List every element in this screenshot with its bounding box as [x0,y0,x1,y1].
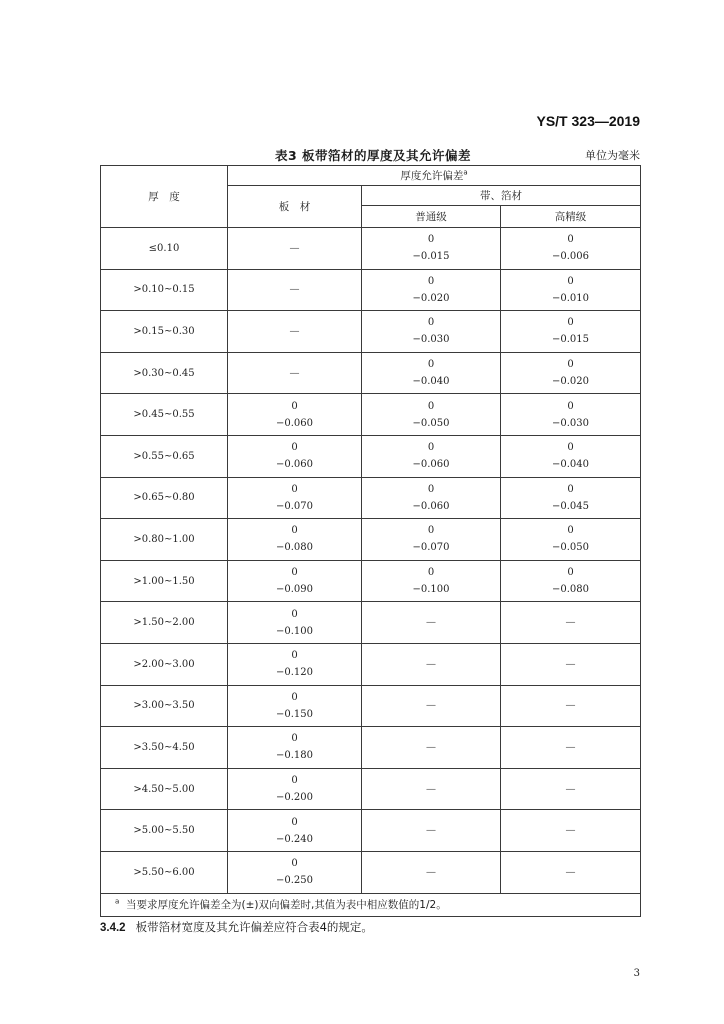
thickness-cell: >3.00~3.50 [101,685,228,727]
header-normal-grade: 普通级 [362,206,501,228]
plate-tolerance-cell [228,435,362,477]
high-tolerance-cell [501,394,641,436]
thickness-cell: >1.00~1.50 [101,560,228,602]
table-row [101,435,641,477]
normal-tolerance-cell [362,685,501,727]
upper-deviation: — [565,825,576,837]
upper-deviation: — [289,284,300,296]
high-tolerance-cell [501,685,641,727]
upper-deviation: — [426,866,436,878]
upper-deviation: — [289,242,300,254]
tolerance-values [362,822,500,839]
lower-deviation: −0.180 [275,750,313,762]
tolerance-values [501,231,640,265]
high-tolerance-cell [501,602,641,644]
tolerance-values [362,522,500,556]
footnote-mark: a [115,897,120,906]
tolerance-values [362,564,500,598]
tolerance-values [228,564,361,598]
tolerance-values [501,614,640,631]
upper-deviation: — [426,741,436,753]
lower-deviation: −0.120 [275,667,313,679]
upper-deviation: — [565,700,576,712]
lower-deviation: −0.020 [412,292,450,304]
lower-deviation: −0.015 [412,251,450,263]
table-row [101,685,641,727]
upper-deviation: 0 [291,567,298,579]
high-tolerance-cell [501,768,641,810]
upper-deviation: 0 [567,234,574,246]
table-row [101,727,641,769]
upper-deviation: 0 [291,400,298,412]
high-tolerance-cell [501,560,641,602]
upper-deviation: 0 [567,359,574,371]
tolerance-values [501,273,640,307]
table-caption-row [100,146,640,162]
upper-deviation: 0 [427,400,435,412]
table-row [101,311,641,353]
clause-number: 3.4.2 [100,922,126,934]
normal-tolerance-cell [362,269,501,311]
plate-tolerance-cell [228,727,362,769]
lower-deviation: −0.080 [275,542,313,554]
upper-deviation: 0 [291,858,298,870]
upper-deviation: 0 [291,525,298,537]
upper-deviation: — [426,617,436,629]
plate-tolerance-cell [228,560,362,602]
lower-deviation: −0.050 [412,417,450,429]
upper-deviation: 0 [427,567,435,579]
thickness-cell: >0.30~0.45 [101,352,228,394]
normal-tolerance-cell [362,768,501,810]
high-tolerance-cell [501,352,641,394]
upper-deviation: 0 [427,442,435,454]
lower-deviation: −0.240 [275,833,313,845]
high-tolerance-cell [501,727,641,769]
thickness-cell: >0.65~0.80 [101,477,228,519]
lower-deviation: −0.040 [412,376,450,388]
normal-tolerance-cell [362,727,501,769]
normal-tolerance-cell [362,560,501,602]
tolerance-values [501,439,640,473]
upper-deviation: 0 [567,317,574,329]
upper-deviation: 0 [567,400,574,412]
thickness-cell: >0.80~1.00 [101,519,228,561]
tolerance-values [228,814,361,848]
lower-deviation: −0.060 [275,459,313,471]
tolerance-values [362,314,500,348]
plate-tolerance-cell [228,352,362,394]
header-thickness: 厚 度 [101,166,228,228]
upper-deviation: 0 [427,525,435,537]
tolerance-values [228,606,361,640]
tolerance-values [362,614,500,631]
tolerance-values [362,439,500,473]
thickness-cell: >5.00~5.50 [101,810,228,852]
upper-deviation: 0 [427,275,435,287]
high-tolerance-cell [501,477,641,519]
normal-tolerance-cell [362,477,501,519]
header-tolerance-label: 厚度允许偏差 [400,170,464,182]
upper-deviation: 0 [291,816,298,828]
tolerance-values [501,481,640,515]
tolerance-values [501,781,640,798]
high-tolerance-cell [501,810,641,852]
tolerance-values [228,730,361,764]
upper-deviation: — [426,783,436,795]
normal-tolerance-cell [362,435,501,477]
high-tolerance-cell [501,519,641,561]
tolerance-values [501,314,640,348]
lower-deviation: −0.015 [551,334,589,346]
thickness-cell: >0.15~0.30 [101,311,228,353]
thickness-cell: >5.50~6.00 [101,851,228,893]
upper-deviation: 0 [567,483,574,495]
tolerance-values [228,365,361,382]
table-body [101,228,641,894]
high-tolerance-cell [501,851,641,893]
plate-tolerance-cell [228,394,362,436]
normal-tolerance-cell [362,394,501,436]
header-tolerance-note-mark: a [463,168,468,177]
tolerance-values [362,231,500,265]
tolerance-values [228,481,361,515]
tolerance-values [228,689,361,723]
tolerance-values [362,697,500,714]
lower-deviation: −0.250 [275,875,313,887]
thickness-cell: >2.00~3.00 [101,643,228,685]
tolerance-values [501,739,640,756]
high-tolerance-cell [501,643,641,685]
upper-deviation: — [565,866,576,878]
normal-tolerance-cell [362,810,501,852]
upper-deviation: 0 [427,317,435,329]
lower-deviation: −0.060 [275,417,313,429]
thickness-cell: ≤0.10 [101,228,228,270]
lower-deviation: −0.100 [275,625,313,637]
table-row [101,519,641,561]
table-row [101,228,641,270]
normal-tolerance-cell [362,602,501,644]
tolerance-values [501,522,640,556]
upper-deviation: 0 [567,275,574,287]
tolerance-values [228,855,361,889]
upper-deviation: 0 [567,442,574,454]
plate-tolerance-cell [228,228,362,270]
upper-deviation: 0 [291,442,298,454]
table-row [101,602,641,644]
thickness-cell: >3.50~4.50 [101,727,228,769]
upper-deviation: 0 [427,234,435,246]
normal-tolerance-cell [362,643,501,685]
tolerance-values [228,772,361,806]
upper-deviation: — [426,825,436,837]
lower-deviation: −0.070 [275,500,313,512]
upper-deviation: 0 [567,525,574,537]
header-strip-foil: 带、箔材 [362,186,641,206]
tolerance-values [501,356,640,390]
upper-deviation: — [289,367,300,379]
plate-tolerance-cell [228,269,362,311]
plate-tolerance-cell [228,477,362,519]
thickness-cell: >1.50~2.00 [101,602,228,644]
table-caption: 表3 板带箔材的厚度及其允许偏差 [275,148,472,163]
lower-deviation: −0.060 [412,500,450,512]
clause-text: 板带箔材宽度及其允许偏差应符合表4的规定。 [135,920,373,934]
tolerance-values [228,323,361,340]
normal-tolerance-cell [362,352,501,394]
tolerance-values [362,739,500,756]
thickness-tolerance-table [100,165,641,917]
plate-tolerance-cell [228,519,362,561]
lower-deviation: −0.010 [551,292,589,304]
normal-tolerance-cell [362,519,501,561]
high-tolerance-cell [501,311,641,353]
tolerance-values [228,647,361,681]
upper-deviation: 0 [291,650,298,662]
lower-deviation: −0.040 [551,459,589,471]
header-high-grade: 高精级 [501,206,641,228]
lower-deviation: −0.060 [412,459,450,471]
table-row [101,352,641,394]
thickness-cell: >4.50~5.00 [101,768,228,810]
lower-deviation: −0.090 [275,584,313,596]
plate-tolerance-cell [228,602,362,644]
standard-number: YS/T 323—2019 [536,113,640,129]
tolerance-values [362,864,500,881]
clause-3-4-2 [100,919,373,935]
tolerance-values [362,398,500,432]
tolerance-values [362,273,500,307]
lower-deviation: −0.100 [412,584,450,596]
thickness-cell: >0.10~0.15 [101,269,228,311]
thickness-cell: >0.55~0.65 [101,435,228,477]
plate-tolerance-cell [228,810,362,852]
upper-deviation: — [565,658,576,670]
lower-deviation: −0.030 [412,334,450,346]
table-row [101,477,641,519]
table-footnote [101,893,641,916]
plate-tolerance-cell [228,851,362,893]
tolerance-values [501,822,640,839]
tolerance-values [228,522,361,556]
upper-deviation: — [565,783,576,795]
tolerance-values [362,481,500,515]
upper-deviation: — [426,658,436,670]
lower-deviation: −0.020 [551,376,589,388]
table-row [101,394,641,436]
upper-deviation: — [426,700,436,712]
upper-deviation: 0 [567,567,574,579]
tolerance-values [501,564,640,598]
lower-deviation: −0.070 [412,542,450,554]
upper-deviation: — [289,325,300,337]
lower-deviation: −0.200 [275,792,313,804]
table-row [101,851,641,893]
upper-deviation: 0 [427,483,435,495]
tolerance-values [362,356,500,390]
plate-tolerance-cell [228,768,362,810]
page-number: 3 [633,968,640,979]
upper-deviation: 0 [291,608,298,620]
plate-tolerance-cell [228,311,362,353]
high-tolerance-cell [501,228,641,270]
upper-deviation: — [565,617,576,629]
upper-deviation: 0 [427,359,435,371]
tolerance-values [501,697,640,714]
header-plate: 板 材 [228,186,362,228]
upper-deviation: 0 [291,483,298,495]
upper-deviation: 0 [291,733,298,745]
thickness-cell: >0.45~0.55 [101,394,228,436]
lower-deviation: −0.030 [551,417,589,429]
lower-deviation: −0.150 [275,708,313,720]
upper-deviation: 0 [291,775,298,787]
tolerance-values [362,656,500,673]
high-tolerance-cell [501,435,641,477]
lower-deviation: −0.006 [551,251,589,263]
normal-tolerance-cell [362,311,501,353]
lower-deviation: −0.080 [551,584,589,596]
tolerance-values [228,398,361,432]
high-tolerance-cell [501,269,641,311]
tolerance-values [501,864,640,881]
table-row [101,560,641,602]
upper-deviation: — [565,741,576,753]
lower-deviation: −0.045 [551,500,589,512]
table-row [101,269,641,311]
tolerance-values [228,439,361,473]
tolerance-values [362,781,500,798]
header-tolerance [228,166,641,186]
lower-deviation: −0.050 [551,542,589,554]
table-unit: 单位为毫米 [585,149,640,162]
upper-deviation: 0 [291,691,298,703]
tolerance-values [501,656,640,673]
footnote-text: 当要求厚度允许偏差全为(±)双向偏差时,其值为表中相应数值的1/2。 [125,899,447,911]
plate-tolerance-cell [228,685,362,727]
plate-tolerance-cell [228,643,362,685]
table-row [101,810,641,852]
table-row [101,643,641,685]
tolerance-values [228,281,361,298]
normal-tolerance-cell [362,851,501,893]
normal-tolerance-cell [362,228,501,270]
table-row [101,768,641,810]
tolerance-values [228,240,361,257]
tolerance-values [501,398,640,432]
